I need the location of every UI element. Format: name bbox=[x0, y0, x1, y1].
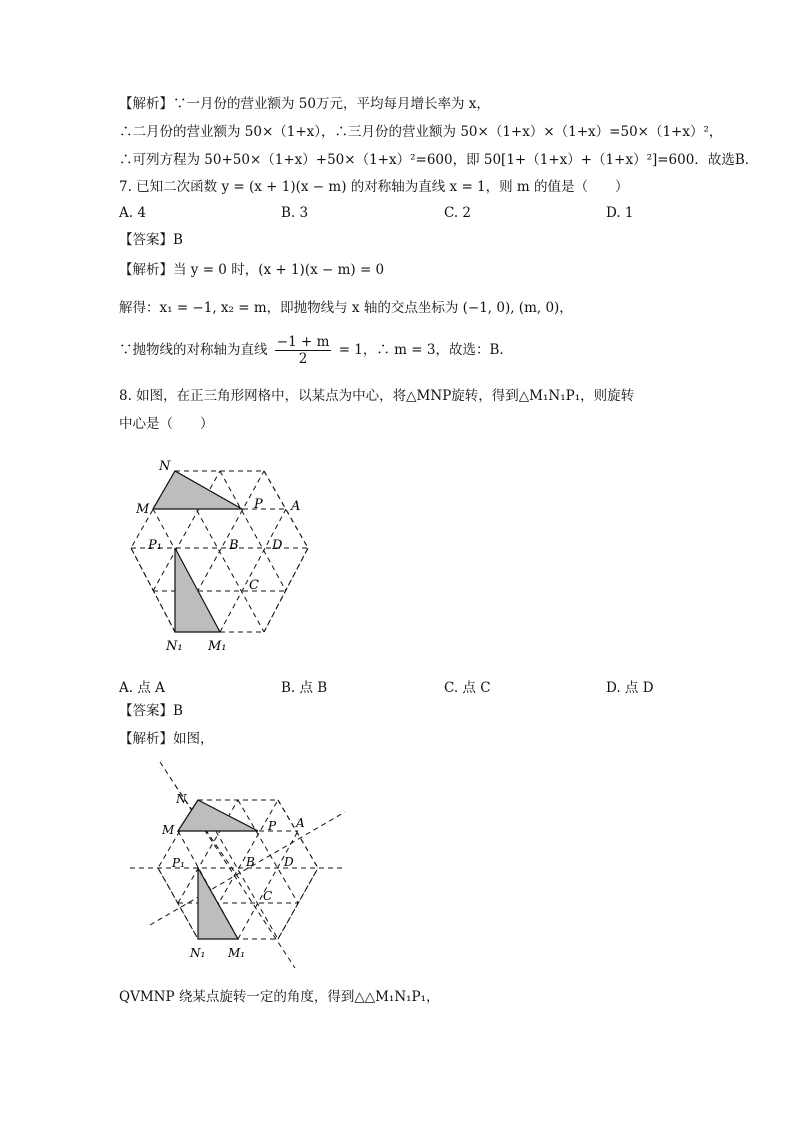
label-a: A bbox=[291, 499, 301, 514]
label-d-2: D bbox=[284, 855, 294, 869]
label-n1: N₁ bbox=[166, 639, 183, 654]
explanation-7-line-3 bbox=[119, 334, 513, 367]
label-b-2: B bbox=[246, 855, 255, 869]
q7-option-d: D. 1 bbox=[606, 205, 634, 221]
triangle-mnp-2 bbox=[178, 800, 258, 831]
q7-option-a: A. 4 bbox=[119, 205, 146, 221]
label-n-2: N bbox=[176, 792, 187, 806]
label-p1-2: P₁ bbox=[172, 856, 185, 870]
solution-line-3: ∴可列方程为 50+50×（1+x）+50×（1+x）²=600，即 50[1+（1+x）+（1+x）²]=600．故选B． bbox=[119, 152, 759, 168]
solution-last-line: QVMNP 绕某点旋转一定的角度，得到△△M₁N₁P₁， bbox=[119, 989, 440, 1005]
label-a-2: A bbox=[296, 816, 305, 830]
label-m-2: M bbox=[162, 823, 175, 837]
q8-option-a: A. 点 A bbox=[119, 680, 165, 696]
figure-question-8 bbox=[120, 450, 330, 660]
label-m1: M₁ bbox=[208, 639, 227, 654]
exp7-fraction-denominator: 2 bbox=[298, 351, 308, 367]
figure-solution-8 bbox=[120, 755, 360, 975]
label-b: B bbox=[229, 538, 239, 553]
exp7-fraction-numerator: −1 + m bbox=[276, 334, 330, 350]
q7-option-c: C. 2 bbox=[444, 205, 472, 221]
label-n: N bbox=[159, 459, 171, 474]
answer-7: 【答案】B bbox=[119, 232, 183, 248]
q7-option-b: B. 3 bbox=[281, 205, 309, 221]
triangle-mnp bbox=[153, 471, 242, 509]
solution-line-2: ∴二月份的营业额为 50×（1+x），∴三月份的营业额为 50×（1+x）×（1+x）=50×（1+x）²， bbox=[119, 124, 723, 140]
label-p1: P₁ bbox=[148, 538, 162, 553]
exp7-text-a: ∵抛物线的对称轴为直线 bbox=[119, 342, 268, 358]
solution-line-1: 【解析】∵一月份的营业额为 50万元，平均每月增长率为 x， bbox=[119, 96, 490, 112]
triangle-m1n1p1 bbox=[175, 548, 220, 632]
label-m: M bbox=[136, 502, 150, 517]
label-m1-2: M₁ bbox=[228, 946, 246, 960]
q8-option-c: C. 点 C bbox=[444, 680, 491, 696]
exp7-fraction bbox=[275, 334, 332, 367]
explanation-7-line-1: 【解析】当 y = 0 时，(x + 1)(x − m) = 0 bbox=[119, 262, 385, 278]
question-7: 7. 已知二次函数 y = (x + 1)(x − m) 的对称轴为直线 x = 1，则 m 的值是（ ） bbox=[119, 179, 629, 195]
explanation-7-line-2: 解得：x₁ = −1, x₂ = m，即抛物线与 x 轴的交点坐标为 (−1, 0), (m, 0)， bbox=[119, 300, 573, 316]
answer-8: 【答案】B bbox=[119, 703, 183, 719]
q8-option-d: D. 点 D bbox=[606, 680, 654, 696]
question-8-line-1: 8. 如图，在正三角形网格中，以某点为中心，将△MNP旋转，得到△M₁N₁P₁，则旋转 bbox=[119, 388, 635, 404]
label-n1-2: N₁ bbox=[190, 946, 206, 960]
label-d: D bbox=[272, 538, 283, 553]
question-8-line-2: 中心是（ ） bbox=[119, 416, 214, 432]
label-p-2: P bbox=[268, 819, 277, 833]
label-c-2: C bbox=[263, 889, 273, 903]
exp7-text-b: = 1，∴ m = 3，故选：B． bbox=[338, 342, 513, 358]
label-c: C bbox=[249, 578, 259, 593]
label-p: P bbox=[254, 497, 263, 512]
explanation-8: 【解析】如图， bbox=[119, 731, 214, 747]
q8-option-b: B. 点 B bbox=[281, 680, 328, 696]
